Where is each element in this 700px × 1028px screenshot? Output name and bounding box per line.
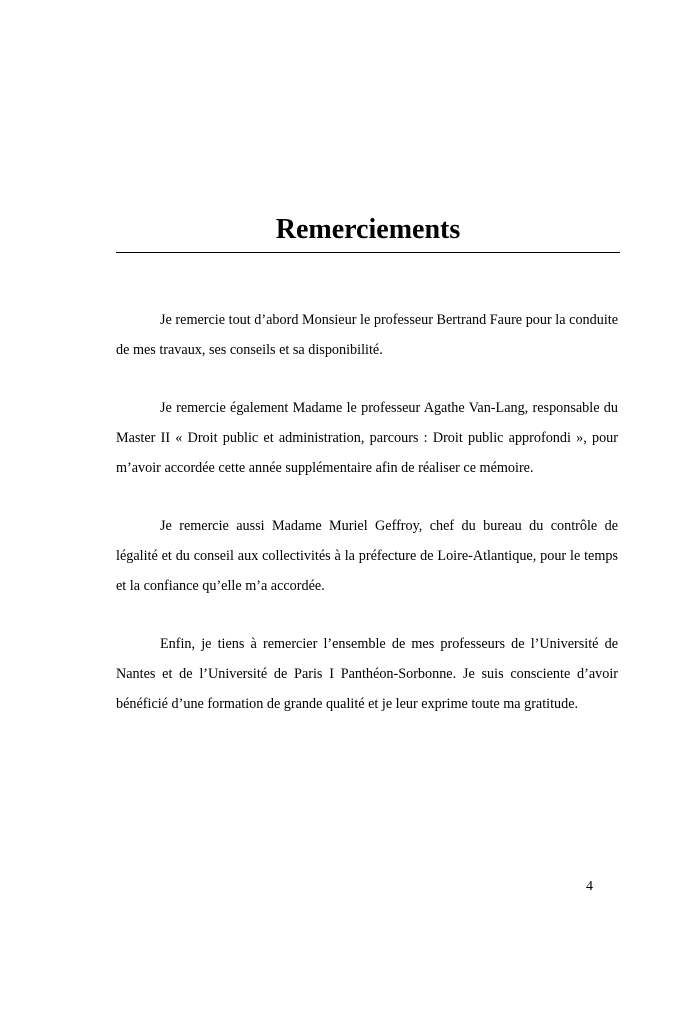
paragraph-geffroy bbox=[116, 511, 618, 601]
text-line: Enfin, je tiens à remercier l’ensemble de mes professeurs de l’Université de bbox=[160, 636, 618, 652]
text-line: Master II « Droit public et administration, parcours : Droit public approfondi », pour bbox=[116, 430, 618, 446]
text-line: de mes travaux, ses conseils et sa disponibilité. bbox=[116, 342, 383, 358]
document-body bbox=[116, 305, 618, 747]
title-underline bbox=[116, 252, 620, 253]
page-title: Remerciements bbox=[275, 214, 461, 245]
text-line: et la confiance qu’elle m’a accordée. bbox=[116, 578, 325, 594]
text-line: bénéficié d’une formation de grande qualité et je leur exprime toute ma gratitude. bbox=[116, 696, 579, 712]
page-number: 4 bbox=[586, 879, 593, 894]
paragraph-faure bbox=[116, 305, 618, 365]
text-line: Nantes et de l’Université de Paris I Panthéon-Sorbonne. Je suis consciente d’avoir bbox=[116, 666, 618, 682]
text-line: Je remercie tout d’abord Monsieur le professeur Bertrand Faure pour la conduite bbox=[160, 312, 618, 328]
text-line: légalité et du conseil aux collectivités à la préfecture de Loire-Atlantique, pour le temps bbox=[116, 548, 618, 564]
text-line: m’avoir accordée cette année supplémentaire afin de réaliser ce mémoire. bbox=[116, 460, 534, 476]
text-line: Je remercie également Madame le professeur Agathe Van-Lang, responsable du bbox=[160, 400, 618, 416]
paragraph-van-lang bbox=[116, 393, 618, 483]
paragraph-professeurs bbox=[116, 629, 618, 719]
text-line: Je remercie aussi Madame Muriel Geffroy, chef du bureau du contrôle de bbox=[160, 518, 618, 534]
